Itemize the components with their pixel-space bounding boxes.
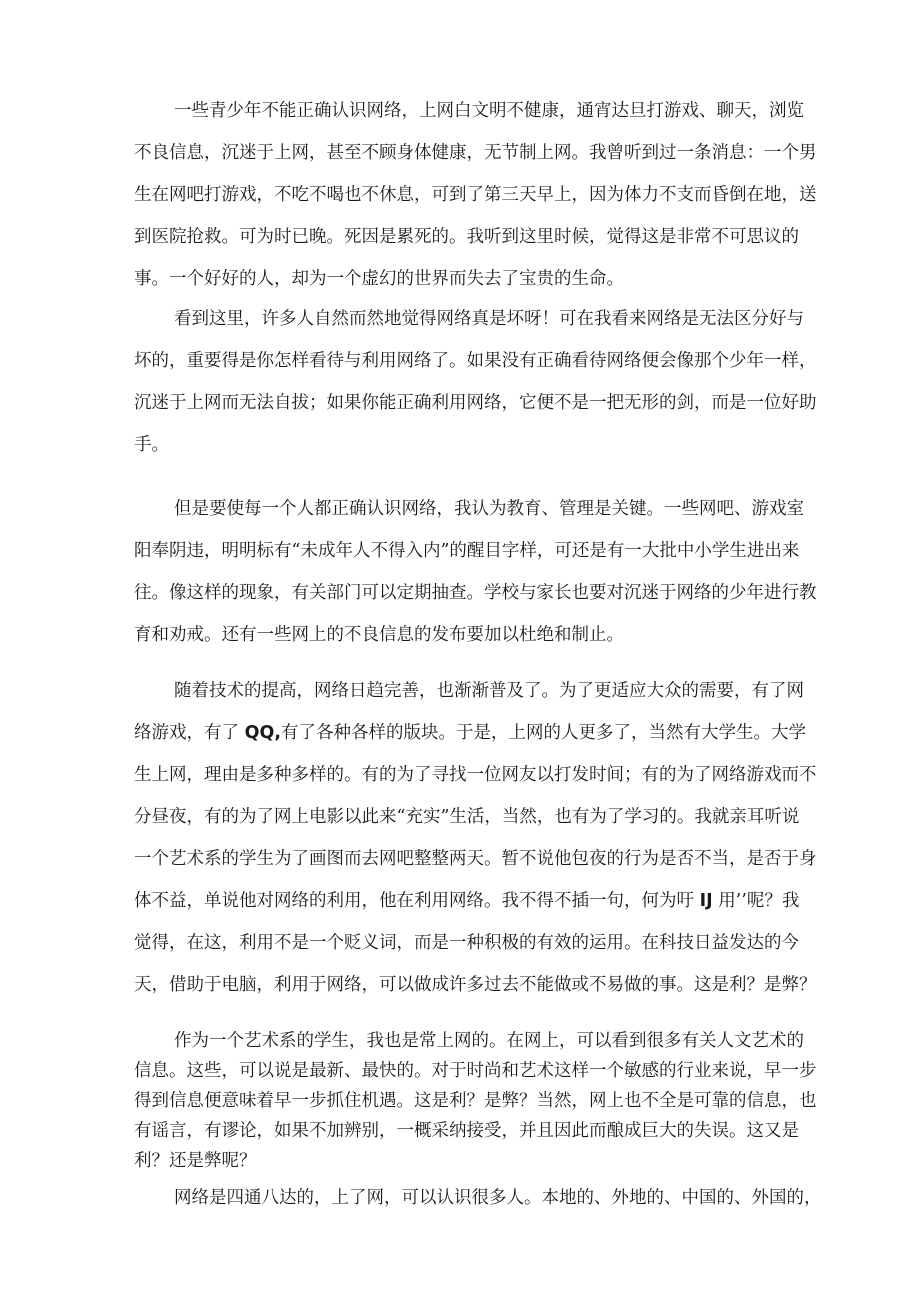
paragraph-line: 有谣言，有谬论，如果不加辨别，一概采纳接受，并且因此而酿成巨大的失误。这又是 — [134, 1121, 799, 1141]
paragraph-line: 看到这里，许多人自然而然地觉得网络真是坏呀！可在我看来网络是无法区分好与 — [174, 309, 804, 329]
paragraph-line: 到医院抢救。可为时已晚。死因是累死的。我听到这里时候，觉得这是非常不可思议的 — [134, 227, 799, 247]
paragraph-line: 觉得，在这，利用不是一个贬义词，而是一种积极的有效的运用。在科技日益发达的今 — [134, 933, 799, 953]
paragraph-1 — [134, 90, 817, 300]
paragraph-line: 手。 — [134, 435, 169, 455]
paragraph-line: 事。一个好好的人，却为一个虚幻的世界而失去了宝贵的生命。 — [134, 269, 624, 289]
paragraph-line: 阳奉阴违，明明标有“未成年人不得入内”的醒目字样，可还是有一大批中小学生进出来 — [134, 541, 800, 561]
line-segment: 有了各种各样的版块。于是，上网的人更多了，当然有大学生。大学 — [280, 723, 806, 743]
paragraph-line: 一个艺术系的学生为了画图而去网吧整整两天。暂不说他包夜的行为是否不当，是否于身 — [134, 849, 817, 869]
line-segment-bold: QQ, — [244, 723, 281, 743]
line-segment: 用’’呢？我 — [718, 891, 800, 911]
paragraph-line: 坏的，重要得是你怎样看待与利用网络了。如果没有正确看待网络便会像那个少年一样， — [134, 351, 817, 371]
paragraph-6 — [134, 1177, 822, 1219]
paragraph-line — [134, 880, 814, 922]
line-segment: 体不益，单说他对网络的利用，他在利用网络。我不得不插一句，何为吁 — [134, 891, 694, 911]
paragraph-5 — [134, 1026, 817, 1176]
paragraph-line: 作为一个艺术系的学生，我也是常上网的。在网上，可以看到很多有关人文艺术的 — [174, 1031, 804, 1051]
paragraph-line: 随着技术的提高，网络日趋完善，也渐渐普及了。为了更适应大众的需要，有了网 — [174, 681, 804, 701]
paragraph-line: 得到信息便意味着早一步抓住机遇。这是利？是弊？当然，网上也不全是可靠的信息，也 — [134, 1091, 817, 1111]
paragraph-line: 往。像这样的现象，有关部门可以定期抽查。学校与家长也要对沉迷于网络的少年进行教 — [134, 583, 817, 603]
line-segment: 络游戏，有了 — [134, 723, 239, 743]
line-segment-bold: IJ — [699, 891, 713, 911]
paragraph-line: 但是要使每一个人都正确认识网络，我认为教育、管理是关键。一些网吧、游戏室 — [174, 499, 804, 519]
paragraph-line: 分昼夜，有的为了网上电影以此来“充实”生活，当然，也有为了学习的。我就亲耳听说 — [134, 807, 800, 827]
paragraph-line: 一些青少年不能正确认识网络，上网白文明不健康，通宵达旦打游戏、聊天，浏览 — [174, 101, 804, 121]
paragraph-line: 利？还是弊呢？ — [134, 1151, 257, 1171]
paragraph-line: 生上网，理由是多种多样的。有的为了寻找一位网友以打发时间；有的为了网络游戏而不 — [134, 765, 817, 785]
paragraph-4 — [134, 670, 817, 1006]
paragraph-line: 沉迷于上网而无法自拔；如果你能正确利用网络，它便不是一把无形的剑，而是一位好助 — [134, 393, 817, 413]
paragraph-line: 网络是四通八达的，上了网，可以认识很多人。本地的、外地的、中国的、外国的， — [174, 1188, 822, 1208]
paragraph-line: 不良信息，沉迷于上网，甚至不顾身体健康，无节制上网。我曾听到过一条消息：一个男 — [134, 143, 817, 163]
paragraph-2 — [134, 298, 817, 466]
paragraph-line: 信息。这些，可以说是最新、最快的。对于时尚和艺术这样一个敏感的行业来说，早一步 — [134, 1061, 817, 1081]
paragraph-line: 天，借助于电脑，利用于网络，可以做成许多过去不能做或不易做的事。这是利？是弊？ — [134, 975, 817, 995]
paragraph-3 — [134, 488, 817, 656]
paragraph-line — [134, 712, 814, 754]
paragraph-line: 生在网吧打游戏，不吃不喝也不休息，可到了第三天早上，因为体力不支而昏倒在地，送 — [134, 185, 817, 205]
paragraph-line: 育和劝戒。还有一些网上的不良信息的发布要加以杜绝和制止。 — [134, 625, 624, 645]
